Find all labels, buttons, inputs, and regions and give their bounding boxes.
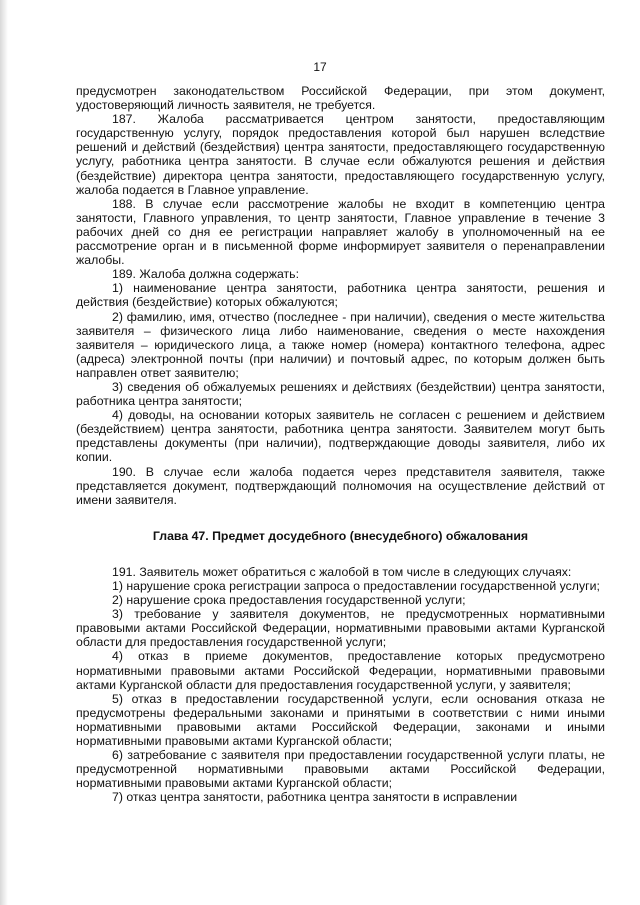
page-number: 17: [313, 60, 327, 74]
paragraph-191-item-3: 3) требование у заявителя документов, не предусмотренных нормативными правовыми актами Российской Федерации, нормативными правовыми актами Курганской области для предоставления государственной услуги;: [76, 607, 605, 650]
paragraph-187: 187. Жалоба рассматривается центром занятости, предоставляющим государственную услугу, порядок предоставления которой был нарушен вследствие решений и действий (бездействия) центра занятости, предоставляющего государственную услугу, работника центра занятости. В случае если обжалуются решения и действия (бездействие) директора центра занятости, предоставляющего государственную услугу, жалоба подается в Главное управление.: [76, 112, 605, 197]
paragraph-191-item-7: 7) отказ центра занятости, работника центра занятости в исправлении: [112, 790, 518, 805]
paragraph-189-item-3: 3) сведения об обжалуемых решениях и действиях (бездействии) центра занятости, работника центра занятости;: [76, 379, 605, 409]
paragraph-191-item-2: 2) нарушение срока предоставления государственной услуги;: [112, 593, 466, 608]
paragraph-191-item-1: 1) нарушение срока регистрации запроса о предоставлении государственной услуги;: [112, 579, 600, 593]
paragraph-continuation: предусмотрен законодательством Российской Федерации, при этом документ, удостоверяющий личность заявителя, не требуется.: [76, 84, 605, 113]
paragraph-189-item-2: 2) фамилию, имя, отчество (последнее - при наличии), сведения о месте жительства заявителя – физического лица либо наименование, сведения о месте нахождения заявителя – юридического лица, а также номер (номера) контактного телефона, адрес (адреса) электронной почты (при наличии) и почтовый адрес, по которым должен быть направлен ответ заявителю;: [76, 309, 605, 380]
paragraph-191-item-4: 4) отказ в приеме документов, предоставление которых предусмотрено нормативными правовыми актами Российской Федерации, нормативными правовыми актами Курганской области для предоставления государственной услуги, у заявителя;: [76, 649, 605, 692]
paragraph-191: 191. Заявитель может обратиться с жалобой в том числе в следующих случаях:: [112, 564, 572, 579]
paragraph-191-item-5: 5) отказ в предоставлении государственной услуги, если основания отказа не предусмотрены федеральными законами и принятыми в соответствии с ними иными нормативными правовыми актами Российской Федерации, законами и иными нормативными правовыми актами Курганской области;: [76, 691, 605, 749]
scan-edge: [0, 0, 8, 905]
paragraph-191-item-6: 6) затребование с заявителя при предоставлении государственной услуги платы, не предусмотренной нормативными правовыми актами Российской Федерации, нормативными правовыми актами Курганской области;: [76, 748, 605, 791]
document-body: [76, 84, 605, 805]
paragraph-189-item-1: 1) наименование центра занятости, работника центра занятости, решения и действия (бездействие) которых обжалуются;: [76, 281, 605, 310]
paragraph-190: 190. В случае если жалоба подается через представителя заявителя, также представляется документ, подтверждающий полномочия на осуществление действий от имени заявителя.: [76, 464, 605, 507]
paragraph-188: 188. В случае если рассмотрение жалобы не входит в компетенцию центра занятости, Главного управления, то центр занятости, Главное управление в течение 3 рабочих дней со дня ее регистрации направляет жалобу в уполномоченный на ее рассмотрение орган и в письменной форме информирует заявителя о перенаправлении жалобы.: [76, 196, 605, 268]
paragraph-189-item-4: 4) доводы, на основании которых заявитель не согласен с решением и действием (бездействием) центра занятости, работника центра занятости. Заявителем могут быть представлены документы (при наличии), подтверждающие доводы заявителя, либо их копии.: [76, 408, 605, 465]
paragraph-189: 189. Жалоба должна содержать:: [112, 267, 299, 282]
chapter-heading: Глава 47. Предмет досудебного (внесудебного) обжалования: [152, 528, 529, 543]
